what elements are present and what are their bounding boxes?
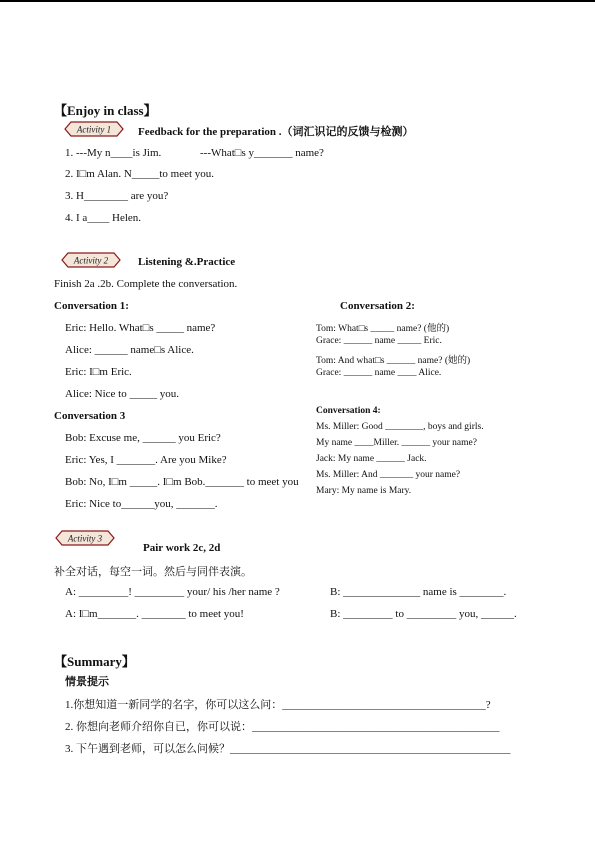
activity-3-badge-label: Activity 3 bbox=[67, 533, 103, 544]
activity-2-instruction: Finish 2a .2b. Complete the conversation. bbox=[54, 278, 238, 290]
conversation-line: Alice: Nice to _____ you. bbox=[65, 388, 179, 400]
conversation-line: Bob: Excuse me, ______ you Eric? bbox=[65, 432, 221, 444]
conversation-line: Grace: ______ name _____ Eric. bbox=[316, 336, 442, 346]
activity-3-instruction: 补全对话，每空一词。然后与同伴表演。 bbox=[54, 566, 252, 578]
activity-3-badge bbox=[54, 530, 116, 546]
top-border bbox=[0, 0, 595, 2]
dialogue-line: B: _________ to _________ you, ______. bbox=[330, 608, 517, 620]
conversation-line: Jack: My name ______ Jack. bbox=[316, 454, 427, 464]
activity-2-badge-label: Activity 2 bbox=[73, 255, 109, 266]
activity-1-heading: Feedback for the preparation .（词汇识记的反馈与检测） bbox=[138, 126, 414, 138]
summary-item: 1.你想知道一新同学的名字，你可以这么问：_____________________________________? bbox=[65, 699, 491, 711]
summary-item: 3. 下午遇到老师，可以怎么问候？___________________________________________________ bbox=[65, 743, 511, 755]
conversation-line: Alice: ______ name□s Alice. bbox=[65, 344, 194, 356]
activity-1-badge bbox=[63, 121, 125, 137]
exercise-item: 4. I a____ Helen. bbox=[65, 212, 142, 224]
exercise-item: ---What□s y_______ name? bbox=[200, 147, 324, 159]
activity-1-badge-label: Activity 1 bbox=[76, 124, 112, 135]
conversation-2-title: Conversation 2: bbox=[340, 300, 415, 312]
section-title-summary: 【Summary】 bbox=[54, 654, 135, 669]
conversation-3-title: Conversation 3 bbox=[54, 410, 126, 422]
conversation-line: Mary: My name is Mary. bbox=[316, 486, 412, 496]
conversation-line: Tom: And what□s ______ name? (她的) bbox=[316, 356, 471, 366]
exercise-item: 3. H________ are you? bbox=[65, 190, 169, 202]
dialogue-line: A: _________! _________ your/ his /her name ? bbox=[65, 586, 280, 598]
conversation-line: Eric: Yes, I _______. Are you Mike? bbox=[65, 454, 227, 466]
conversation-line: My name ____Miller. ______ your name? bbox=[316, 438, 477, 448]
activity-2-badge bbox=[60, 252, 122, 268]
conversation-line: Ms. Miller: Good ________, boys and girls. bbox=[316, 422, 484, 432]
activity-3-heading: Pair work 2c, 2d bbox=[143, 542, 221, 554]
conversation-line: Bob: No, I□m _____. I□m Bob._______ to meet you bbox=[65, 476, 299, 488]
conversation-line: Tom: What□s _____ name? (他的) bbox=[316, 324, 450, 334]
conversation-line: Eric: I□m Eric. bbox=[65, 366, 132, 378]
exercise-item: 2. I□m Alan. N_____to meet you. bbox=[65, 168, 215, 180]
activity-2-heading: Listening &.Practice bbox=[138, 256, 236, 268]
conversation-1-title: Conversation 1: bbox=[54, 300, 129, 312]
conversation-line: Ms. Miller: And _______ your name? bbox=[316, 470, 461, 480]
section-title-enjoy: 【Enjoy in class】 bbox=[54, 103, 157, 118]
summary-subtitle: 情景提示 bbox=[65, 676, 109, 688]
dialogue-line: B: ______________ name is ________. bbox=[330, 586, 507, 598]
conversation-line: Eric: Nice to______you, _______. bbox=[65, 498, 218, 510]
conversation-4-title: Conversation 4: bbox=[316, 406, 381, 416]
exercise-item: 1. ---My n____is Jim. bbox=[65, 147, 162, 159]
dialogue-line: A: I□m_______. ________ to meet you! bbox=[65, 608, 244, 620]
conversation-line: Grace: ______ name ____ Alice. bbox=[316, 368, 442, 378]
summary-item: 2. 你想向老师介绍你自已，你可以说：_____________________________________________ bbox=[65, 721, 500, 733]
conversation-line: Eric: Hello. What□s _____ name? bbox=[65, 322, 216, 334]
